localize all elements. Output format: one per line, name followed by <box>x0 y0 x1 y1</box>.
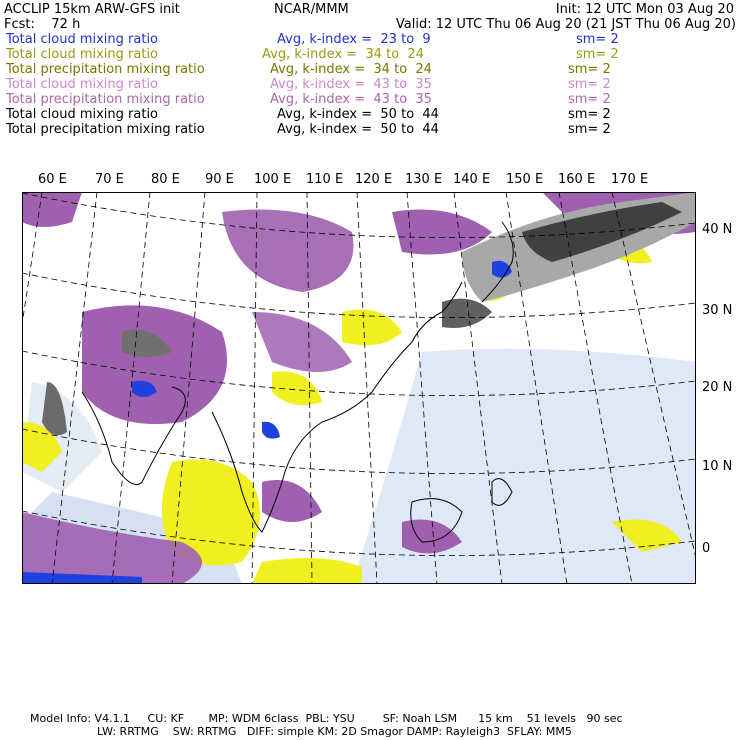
fcst-value: 72 h <box>51 17 81 32</box>
legend-k-index-range: Avg, k-index = 50 to 44 <box>277 107 439 122</box>
legend-field-name: Total precipitation mixing ratio <box>6 62 205 77</box>
legend-smoothing: sm= 2 <box>568 62 611 77</box>
legend-row <box>0 92 740 107</box>
legend-field-name: Total cloud mixing ratio <box>6 77 159 92</box>
legend-k-index-range: Avg, k-index = 34 to 24 <box>270 62 432 77</box>
longitude-label: 110 E <box>306 172 344 187</box>
longitude-label: 140 E <box>453 172 491 187</box>
longitude-label: 100 E <box>254 172 292 187</box>
init-time: Init: 12 UTC Mon 03 Aug 20 <box>555 2 734 17</box>
model-info-line2: LW: RRTMG SW: RRTMG DIFF: simple KM: 2D Smagor DAMP: Rayleigh3 SFLAY: MM5 <box>97 725 572 738</box>
latitude-label: 0 <box>702 541 711 556</box>
legend-row <box>0 47 740 62</box>
legend-k-index-range: Avg, k-index = 43 to 35 <box>270 92 432 107</box>
legend-k-index-range: Avg, k-index = 43 to 35 <box>270 77 432 92</box>
legend-smoothing: sm= 2 <box>576 32 619 47</box>
forecast-hour <box>4 17 80 32</box>
organization-label: NCAR/MMM <box>274 2 349 17</box>
legend-k-index-range: Avg, k-index = 50 to 44 <box>277 122 439 137</box>
legend-smoothing: sm= 2 <box>576 47 619 62</box>
model-info-line1: Model Info: V4.1.1 CU: KF MP: WDM 6class PBL: YSU SF: Noah LSM 15 km 51 levels 90 sec <box>30 712 623 725</box>
legend-row <box>0 32 740 47</box>
model-title: ACCLIP 15km ARW-GFS init <box>4 2 180 17</box>
latitude-label: 10 N <box>702 459 733 474</box>
latitude-label: 20 N <box>702 380 733 395</box>
legend-row <box>0 122 740 137</box>
longitude-label: 60 E <box>38 172 67 187</box>
legend-row <box>0 107 740 122</box>
longitude-label: 70 E <box>95 172 124 187</box>
longitude-label: 90 E <box>205 172 234 187</box>
legend-field-name: Total precipitation mixing ratio <box>6 122 205 137</box>
legend-field-name: Total cloud mixing ratio <box>6 107 159 122</box>
legend-row <box>0 62 740 77</box>
latitude-label: 30 N <box>702 303 733 318</box>
purple-patch-india <box>82 305 227 424</box>
longitude-label: 130 E <box>405 172 443 187</box>
legend-k-index-range: Avg, k-index = 23 to 9 <box>277 32 431 47</box>
legend-smoothing: sm= 2 <box>568 107 611 122</box>
fcst-label: Fcst: <box>4 17 35 32</box>
weather-map <box>22 192 696 584</box>
longitude-label: 160 E <box>558 172 596 187</box>
legend-row <box>0 77 740 92</box>
legend-smoothing: sm= 2 <box>568 92 611 107</box>
legend-field-name: Total cloud mixing ratio <box>6 47 159 62</box>
legend-smoothing: sm= 2 <box>568 77 611 92</box>
legend-smoothing: sm= 2 <box>568 122 611 137</box>
legend-k-index-range: Avg, k-index = 34 to 24 <box>262 47 424 62</box>
longitude-label: 80 E <box>151 172 180 187</box>
longitude-label: 150 E <box>506 172 544 187</box>
longitude-label: 170 E <box>611 172 649 187</box>
latitude-label: 40 N <box>702 222 733 237</box>
valid-time: Valid: 12 UTC Thu 06 Aug 20 (21 JST Thu 06 Aug 20) <box>395 17 736 32</box>
longitude-label: 120 E <box>355 172 393 187</box>
legend-field-name: Total precipitation mixing ratio <box>6 92 205 107</box>
legend-field-name: Total cloud mixing ratio <box>6 32 159 47</box>
